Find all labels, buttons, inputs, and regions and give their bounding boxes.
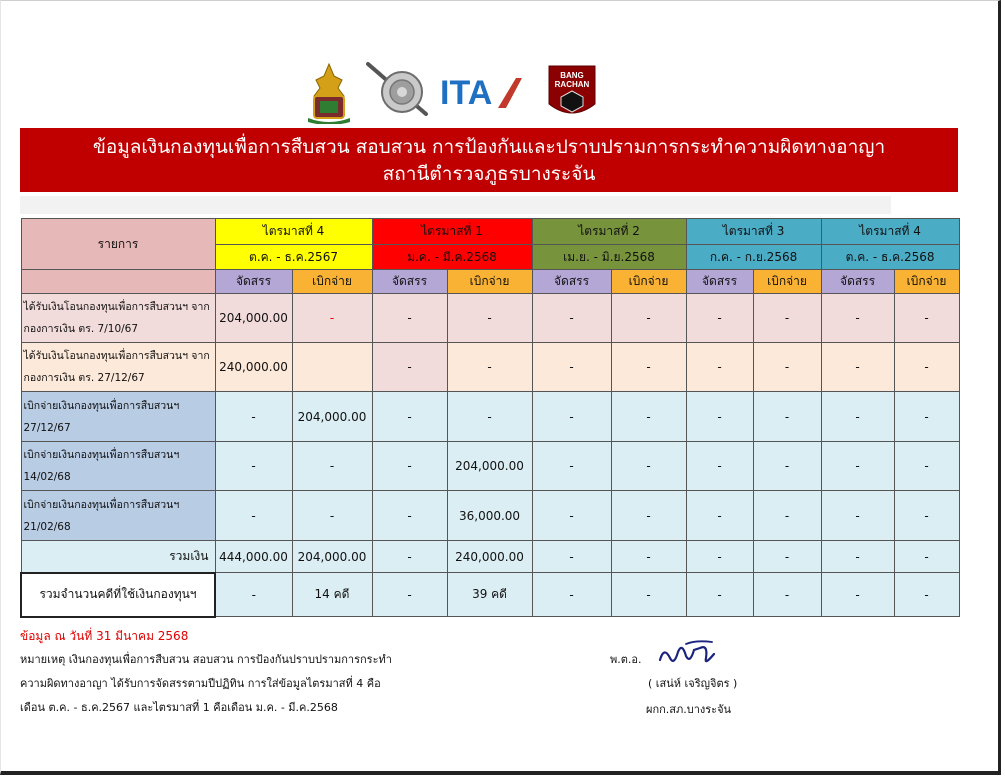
signatory-rank: พ.ต.อ. — [610, 653, 642, 666]
table-cell: - — [821, 491, 894, 541]
table-cell: - — [532, 491, 611, 541]
table-cell: - — [611, 442, 686, 491]
table-cell: - — [686, 491, 753, 541]
title-banner — [20, 128, 958, 192]
item-column-header: รายการ — [21, 219, 215, 270]
table-cell: - — [447, 343, 532, 392]
total-cell: - — [894, 541, 959, 573]
table-cell: - — [292, 442, 372, 491]
table-cell: - — [611, 343, 686, 392]
total-cell: - — [753, 541, 821, 573]
table-cell: - — [215, 491, 292, 541]
total-cell: 444,000.00 — [215, 541, 292, 573]
total-cell: 240,000.00 — [447, 541, 532, 573]
case-count-cell: - — [372, 573, 447, 617]
quarter-period: ต.ค. - ธ.ค.2567 — [215, 245, 372, 270]
table-cell: - — [686, 442, 753, 491]
item-column-header-blank — [21, 270, 215, 294]
table-cell: - — [894, 392, 959, 442]
table-cell: - — [447, 294, 532, 343]
table-cell: - — [532, 392, 611, 442]
total-row — [21, 541, 959, 573]
table-cell: - — [215, 392, 292, 442]
bang-rachan-logo-bottom: RACHAN — [554, 80, 590, 89]
signature-block — [560, 644, 737, 718]
row-label: ได้รับเงินโอนกองทุนเพื่อการสืบสวนฯ จาก กองการเงิน ตร. 27/12/67 — [21, 343, 215, 392]
table-cell: - — [372, 343, 447, 392]
case-count-cell: - — [532, 573, 611, 617]
quarter-header: ไตรมาสที่ 3 — [686, 219, 821, 245]
badge-shield-logo — [364, 62, 436, 118]
signatory-name: ( เสน่ห์ เจริญจิตร ) — [648, 677, 738, 690]
table-cell: - — [894, 491, 959, 541]
quarter-header: ไตรมาสที่ 1 — [372, 219, 532, 245]
table-cell: - — [894, 442, 959, 491]
allocate-header: จัดสรร — [215, 270, 292, 294]
table-cell: - — [611, 491, 686, 541]
table-cell: - — [532, 343, 611, 392]
allocate-header: จัดสรร — [372, 270, 447, 294]
row-label: เบิกจ่ายเงินกองทุนเพื่อการสืบสวนฯ 21/02/68 — [21, 491, 215, 541]
table-cell: 204,000.00 — [215, 294, 292, 343]
ita-logo-text: ITA — [440, 74, 493, 110]
table-cell: - — [292, 294, 372, 343]
case-count-cell: - — [894, 573, 959, 617]
total-cell: - — [686, 541, 753, 573]
table-row — [21, 343, 959, 392]
total-label: รวมเงิน — [21, 541, 215, 573]
quarter-period: ต.ค. - ธ.ค.2568 — [821, 245, 959, 270]
notes-block — [20, 624, 392, 720]
table-row — [21, 392, 959, 442]
case-count-cell: 39 คดี — [447, 573, 532, 617]
table-cell: - — [372, 442, 447, 491]
table-cell: - — [292, 491, 372, 541]
row-label: ได้รับเงินโอนกองทุนเพื่อการสืบสวนฯ จาก กองการเงิน ตร. 7/10/67 — [21, 294, 215, 343]
ita-logo — [440, 74, 524, 110]
row-label: เบิกจ่ายเงินกองทุนเพื่อการสืบสวนฯ 27/12/67 — [21, 392, 215, 442]
allocate-header: จัดสรร — [532, 270, 611, 294]
disburse-header: เบิกจ่าย — [611, 270, 686, 294]
page-title: ข้อมูลเงินกองทุนเพื่อการสืบสวน สอบสวน การป้องกันและปราบปรามการกระทำความผิดทางอาญา — [92, 136, 886, 158]
table-cell: - — [372, 294, 447, 343]
quarter-period: ม.ค. - มี.ค.2568 — [372, 245, 532, 270]
table-cell: - — [821, 343, 894, 392]
table-row — [21, 442, 959, 491]
table-cell: - — [611, 294, 686, 343]
table-cell: - — [753, 294, 821, 343]
total-cell: 204,000.00 — [292, 541, 372, 573]
note-line: เดือน ต.ค. - ธ.ค.2567 และไตรมาสที่ 1 คือเดือน ม.ค. - มี.ค.2568 — [20, 701, 338, 714]
disburse-header: เบิกจ่าย — [753, 270, 821, 294]
table-cell: - — [686, 343, 753, 392]
signatory-position: ผกก.สภ.บางระจัน — [646, 703, 732, 716]
police-emblem-logo — [304, 62, 354, 124]
quarter-header: ไตรมาสที่ 2 — [532, 219, 686, 245]
quarter-header: ไตรมาสที่ 4 — [215, 219, 372, 245]
bang-rachan-logo — [547, 64, 597, 122]
case-count-cell: - — [611, 573, 686, 617]
allocate-header: จัดสรร — [686, 270, 753, 294]
table-cell: 204,000.00 — [447, 442, 532, 491]
table-cell: - — [611, 392, 686, 442]
case-count-cell: - — [215, 573, 292, 617]
allocate-header: จัดสรร — [821, 270, 894, 294]
disburse-header: เบิกจ่าย — [292, 270, 372, 294]
table-cell: - — [215, 442, 292, 491]
data-as-of-date: ข้อมูล ณ วันที่ 31 มีนาคม 2568 — [20, 629, 189, 643]
case-count-row — [21, 573, 959, 617]
table-cell: - — [753, 442, 821, 491]
fund-table — [20, 218, 960, 618]
bang-rachan-logo-top: BANG — [560, 71, 584, 80]
table-cell: - — [686, 392, 753, 442]
total-cell: - — [611, 541, 686, 573]
disburse-header: เบิกจ่าย — [447, 270, 532, 294]
note-line: หมายเหตุ เงินกองทุนเพื่อการสืบสวน สอบสวน การป้องกันปราบปรามการกระทำ — [20, 653, 392, 666]
table-cell: - — [894, 343, 959, 392]
table-cell: - — [821, 294, 894, 343]
table-cell — [292, 343, 372, 392]
table-cell: - — [821, 442, 894, 491]
table-cell: 36,000.00 — [447, 491, 532, 541]
handwritten-signature — [656, 638, 720, 670]
table-cell: - — [372, 392, 447, 442]
quarter-period: เม.ย. - มิ.ย.2568 — [532, 245, 686, 270]
quarter-header: ไตรมาสที่ 4 — [821, 219, 959, 245]
quarter-period: ก.ค. - ก.ย.2568 — [686, 245, 821, 270]
case-count-label: รวมจำนวนคดีที่ใช้เงินกองทุนฯ — [21, 573, 215, 617]
table-cell: 204,000.00 — [292, 392, 372, 442]
total-cell: - — [532, 541, 611, 573]
disburse-header: เบิกจ่าย — [894, 270, 959, 294]
title-spacer-band — [20, 196, 891, 214]
note-line: ความผิดทางอาญา ได้รับการจัดสรรตามปีปฏิทิน การใส่ข้อมูลไตรมาสที่ 4 คือ — [20, 677, 381, 690]
case-count-cell: 14 คดี — [292, 573, 372, 617]
table-cell: 240,000.00 — [215, 343, 292, 392]
table-cell: - — [821, 392, 894, 442]
case-count-cell: - — [753, 573, 821, 617]
table-row — [21, 491, 959, 541]
table-cell: - — [753, 392, 821, 442]
table-cell: - — [532, 442, 611, 491]
row-label: เบิกจ่ายเงินกองทุนเพื่อการสืบสวนฯ 14/02/68 — [21, 442, 215, 491]
table-cell: - — [753, 491, 821, 541]
case-count-cell: - — [686, 573, 753, 617]
total-cell: - — [372, 541, 447, 573]
table-cell: - — [894, 294, 959, 343]
table-cell: - — [532, 294, 611, 343]
case-count-cell: - — [821, 573, 894, 617]
page-subtitle: สถานีตำรวจภูธรบางระจัน — [382, 163, 596, 185]
table-row — [21, 294, 959, 343]
total-cell: - — [821, 541, 894, 573]
table-cell: - — [447, 392, 532, 442]
table-cell: - — [686, 294, 753, 343]
table-cell: - — [753, 343, 821, 392]
table-cell: - — [372, 491, 447, 541]
